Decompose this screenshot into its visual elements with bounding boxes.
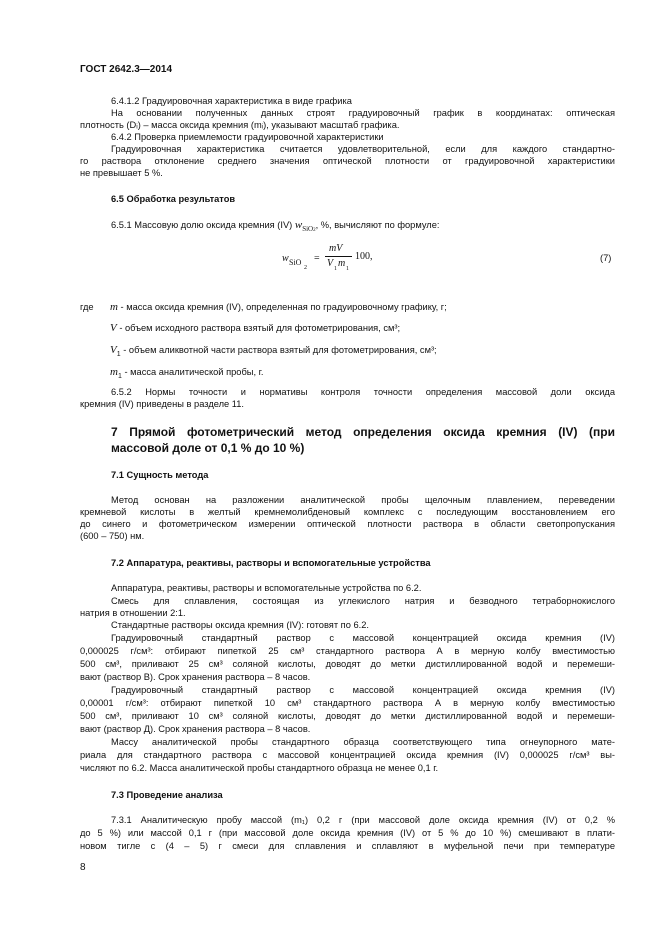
s651-text-b: , %, вычисляют по формуле: <box>315 220 440 230</box>
s731-l3: новом тигле с (4 – 5) г смеси для сплавления и сплавляют в муфельной печи при температуре <box>80 841 615 851</box>
s72-l1: Аппаратура, реактивы, растворы и вспомогательные устройства по 6.2. <box>111 583 422 593</box>
s72-title: 7.2 Аппаратура, реактивы, растворы и вспомогательные устройства <box>111 558 431 568</box>
s72-l3: натрия в отношении 2:1. <box>80 608 186 618</box>
s72-l4: Стандартные растворы оксида кремния (IV): готовят по 6.2. <box>111 620 369 630</box>
s731-l1: 7.3.1 Аналитическую пробу массой (m₁) 0,2 г (при массовой доле оксида кремния (IV) от 0,2 % <box>111 815 615 825</box>
s652-l2: кремния (IV) приведены в разделе 11. <box>80 399 245 409</box>
s6412-p1-l2: плотность (Dᵢ) – масса оксида кремния (mᵢ), указывают масштаб графика. <box>80 120 400 130</box>
s72-l8: вают (раствор В). Срок хранения раствора – 8 часов. <box>80 672 311 682</box>
s72-l9: Градуировочный стандартный раствор с массовой концентрацией оксида кремния (IV) <box>111 685 615 695</box>
s642-title: 6.4.2 Проверка приемлемости градуировочной характеристики <box>111 132 384 142</box>
s652-l1: 6.5.2 Нормы точности и нормативы контроля точности определения массовой доли оксида <box>111 387 615 397</box>
def-m: m - масса оксида кремния (IV), определенная по градуировочному графику, г; <box>110 301 447 313</box>
s651-line <box>111 219 615 237</box>
formula-7: w SiO 2 = mV V 1 m 1 100 , <box>282 243 373 272</box>
s65-title: 6.5 Обработка результатов <box>111 194 236 204</box>
s71-l1: Метод основан на разложении аналитической пробы щелочным плавлением, переведении <box>111 495 615 505</box>
s72-l11: 500 см³, приливают 10 см³ соляной кислоты, доводят до метки дистиллированной водой и перемеши- <box>80 711 615 721</box>
s71-l3: до синего и фотометрическом измерении оптической плотности раствора в области светопропускания <box>80 519 615 529</box>
s72-l5: Градуировочный стандартный раствор с массовой концентрацией оксида кремния (IV) <box>111 633 615 643</box>
s642-l1: Градуировочная характеристика считается удовлетворительной, если для каждого стандартно- <box>111 144 615 154</box>
page-number: 8 <box>80 862 86 873</box>
inline-w-symbol: $w_{SiO2}$ <box>294 219 316 234</box>
formula-number: (7) <box>600 253 612 263</box>
s642-l2: го раствора отклонение среднего значения оптической плотности от градуировочной характеристики <box>80 156 615 166</box>
s6412-title: 6.4.1.2 Градуировочная характеристика в виде графика <box>111 96 352 106</box>
def-V1: $V_1$ - объем аликвотной части раствора взятый для фотометрирования, см³; <box>110 344 437 358</box>
def-m1: $m_1$ - масса аналитической пробы, г. <box>110 366 264 380</box>
s72-l12: вают (раствор Д). Срок хранения раствора – 8 часов. <box>80 724 311 734</box>
s731-l2: до 5 %) или массой 0,1 г (при массовой доле оксида кремния (IV) от 5 % до 10 %) смешивают в плати- <box>80 828 615 838</box>
doc-header: ГОСТ 2642.3—2014 <box>80 64 173 75</box>
s71-l2: кремневой кислоты в желтый кремнемолибденовый комплекс с последующим восстановлением его <box>80 507 615 517</box>
s72-l6: 0,000025 г/см³: отбирают пипеткой 25 см³ стандартного раствора А в мерную колбу вместимостью <box>80 646 615 656</box>
s73-title: 7.3 Проведение анализа <box>111 790 223 800</box>
s7-title-l2: массовой доле от 0,1 % до 10 %) <box>111 441 305 455</box>
s72-l15: числяют по 6.2. Масса аналитической пробы стандартного образца не менее 0,1 г. <box>80 763 439 773</box>
s72-l7: 500 см³, приливают 25 см³ соляной кислоты, доводят до метки дистиллированной водой и перемеши- <box>80 659 615 669</box>
s72-l2: Смесь для сплавления, состоящая из углекислого натрия и безводного тетраборнокислого <box>111 596 615 606</box>
s72-l10: 0,00001 г/см³: отбирают пипеткой 10 см³ стандартного раствора А в мерную колбу вместимостью <box>80 698 615 708</box>
s72-l14: риала для стандартного раствора с массовой концентрацией оксида кремния (IV) 0,000025 г/см³ вы- <box>80 750 615 760</box>
where-label: где <box>80 302 94 312</box>
s642-l3: не превышает 5 %. <box>80 168 163 178</box>
s71-title: 7.1 Сущность метода <box>111 470 209 480</box>
s72-l13: Массу аналитической пробы стандартного образца соответствующего типа огнеупорного мате- <box>111 737 615 747</box>
def-V: V - объем исходного раствора взятый для фотометрирования, см³; <box>110 322 401 334</box>
s6412-p1-l1: На основании полученных данных строят градуировочный график в координатах: оптическая <box>111 108 615 118</box>
s651-text-a: 6.5.1 Массовую долю оксида кремния (IV) <box>111 220 293 230</box>
s71-l4: (600 – 750) нм. <box>80 531 145 541</box>
s7-title-l1: 7 Прямой фотометрический метод определения оксида кремния (IV) (при <box>111 425 615 439</box>
